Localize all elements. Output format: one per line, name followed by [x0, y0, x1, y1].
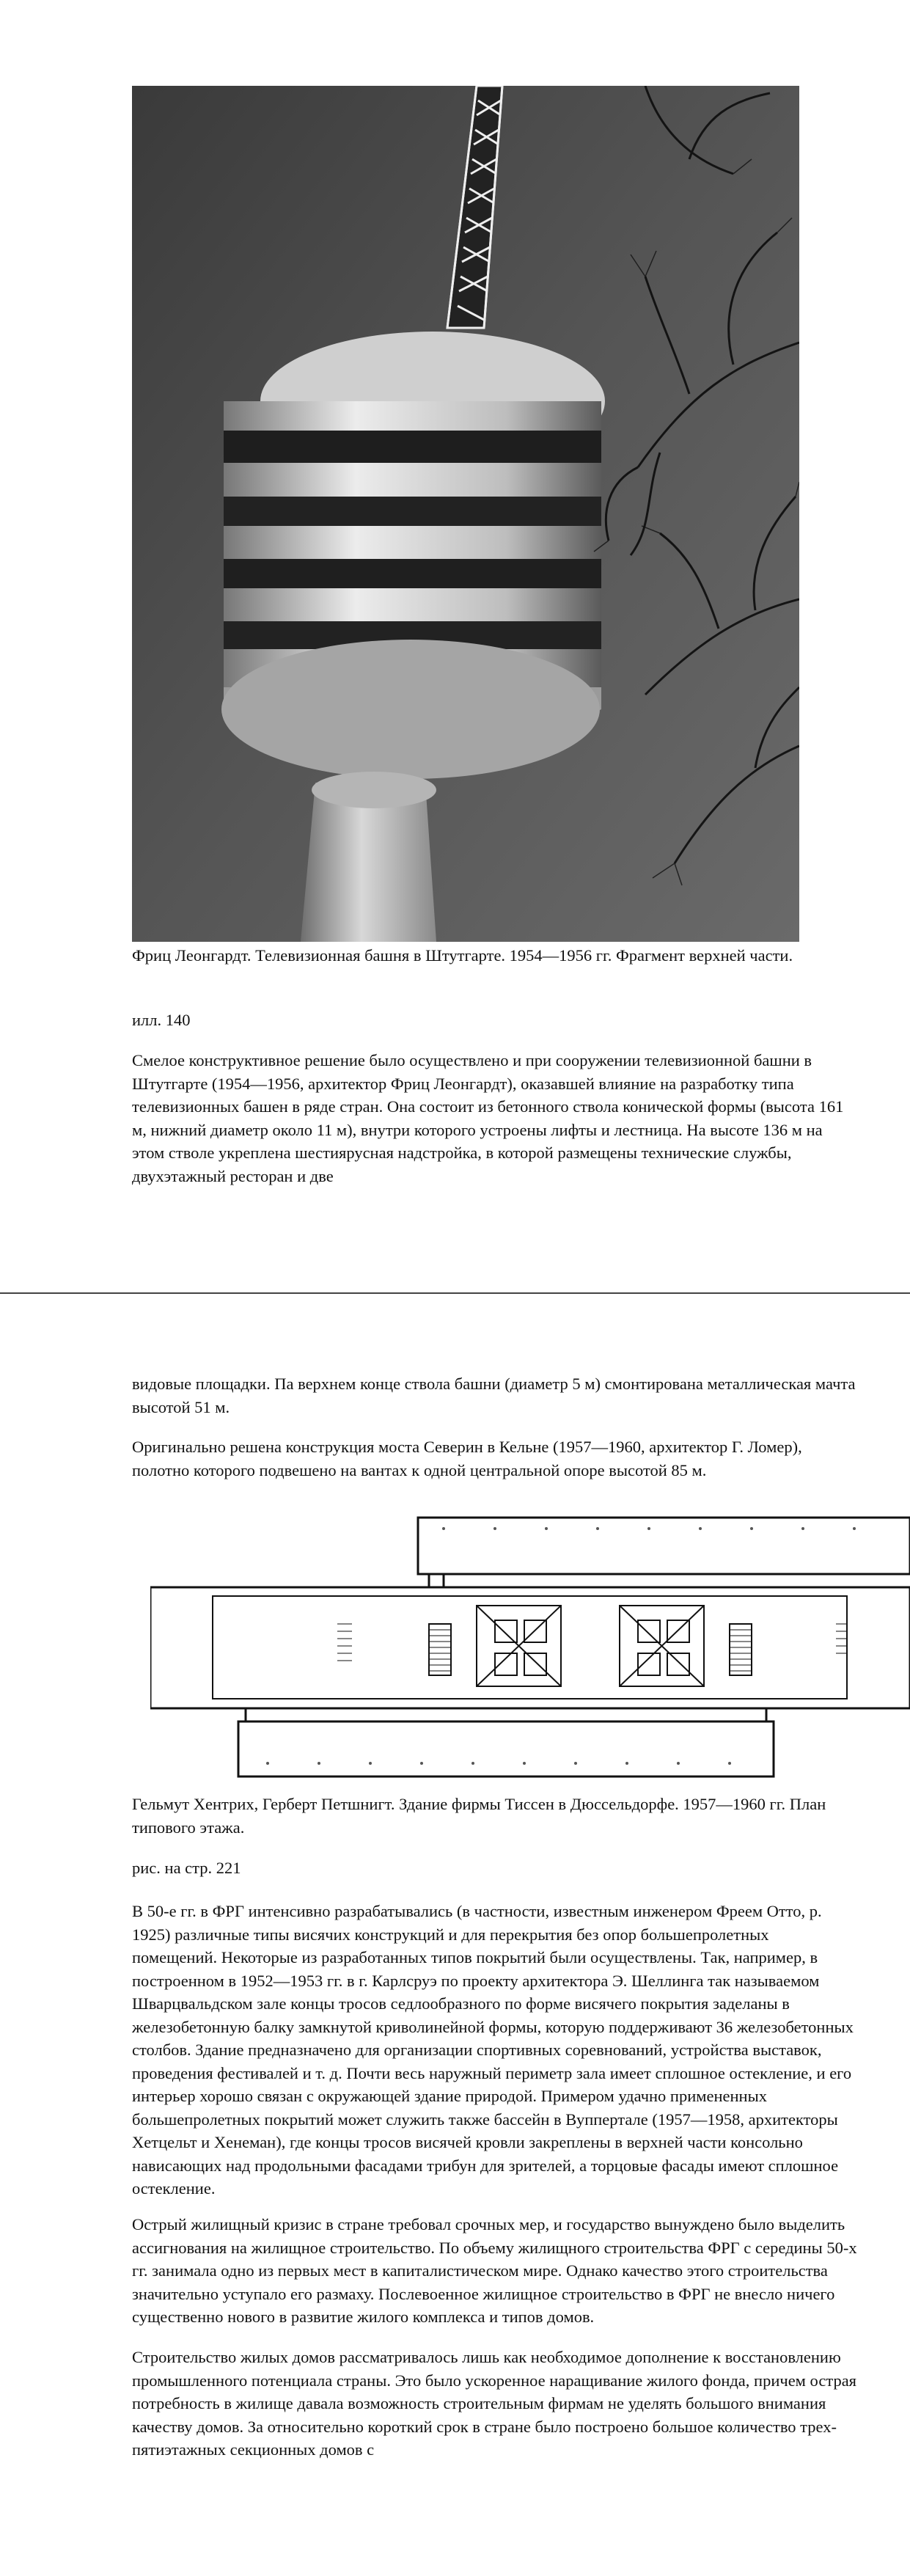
paragraph-hanging-roofs: В 50-е гг. в ФРГ интенсивно разрабатывались (в частности, известным инженером Фреем Отто, р. 1925) различные типы висячих конструкций и для перекрытия без опор большепролетных помещений. Некоторые из разработанных типов покрытий были осуществлены. Так, например, в построенном в 1952—1953 гг. в г. Карлсруэ по проекту архитектора Э. Шеллинга так называемом Шварцвальдском зале концы тросов седлообразного по форме висячего покрытия заделаны в железобетонную балку замкнутой криволинейной формы, которую поддерживают 36 железобетонных столбов. Здание предназначено для организации спортивных соревнований, устройства выставок, проведения фестивалей и т. д. Почти весь наружный периметр зала имеет сплошное остекление, и его интерьер хорошо связан с окружающей здание природой. Примером удачно примененных большепролетных покрытий может служить также бассейн в Вуппертале (1957—1958, архитекторы Хетцельт и Хенеман), где концы тросов висячей кровли закреплены в верхней части консольно нависающих над продольными фасадами трибун для зрителей, а торцовые фасады имеют сплошное остекление.: [132, 1902, 854, 2198]
paragraph-housing-crisis: Острый жилищный кризис в стране требовал срочных мер, и государство вынуждено было выделить ассигнования на жилищное строительство. По объему жилищного строительства ФРГ с середины 50-х гг. занимала одно из первых мест в капиталистическом мире. Однако качество этого строительства значительно уступало его размаху. Послевоенное жилищное строительство в ФРГ не внесло ничего существенно нового в развитие жилого комплекса и типов домов.: [132, 2215, 857, 2326]
tv-tower-photo: [132, 86, 799, 942]
floor-plan-drawing: [150, 1514, 910, 1782]
paragraph-bridge: Оригинально решена конструкция моста Северин в Кельне (1957—1960, архитектор Г. Ломер), полотно которого подвешено на вантах к одной центральной опоре высотой 85 м.: [132, 1438, 802, 1479]
photo-caption: Фриц Леонгардт. Телевизионная башня в Штутгарте. 1954—1956 гг. Фрагмент верхней части.: [132, 946, 793, 965]
illustration-ref: илл. 140: [132, 1011, 191, 1029]
paragraph-continued: видовые площадки. Па верхнем конце ствола башни (диаметр 5 м) смонтирована металлическая мачта высотой 51 м.: [132, 1375, 856, 1416]
paragraph-housing-construction: Строительство жилых домов рассматривалось лишь как необходимое дополнение к восстановлению промышленного потенциала страны. Это было ускоренное наращивание жилого фонда, причем острая потребность в жилище давала возможность строительным фирмам не уделять большого внимания качеству домов. За относительно короткий срок в стране было построено большое количество трех-пятиэтажных секционных домов с: [132, 2348, 857, 2459]
paragraph-tv-tower: Смелое конструктивное решение было осуществлено и при сооружении телевизионной башни в Штутгарте (1954—1956, архитектор Фриц Леонгардт), оказавшей влияние на разработку типа телевизионных башен в ряде стран. Она состоит из бетонного ствола конической формы (высота 161 м, нижний диаметр около 11 м), внутри которого устроены лифты и лестница. На высоте 136 м на этом стволе укреплена шестиярусная надстройка, в которой размещены технические службы, двухэтажный ресторан и две: [132, 1051, 844, 1185]
figure-ref: рис. на стр. 221: [132, 1859, 241, 1877]
page-2: [0, 1294, 910, 2576]
plan-caption: Гельмут Хентрих, Герберт Петшнигт. Здание фирмы Тиссен в Дюссельдорфе. 1957—1960 гг. План типового этажа.: [132, 1795, 826, 1837]
